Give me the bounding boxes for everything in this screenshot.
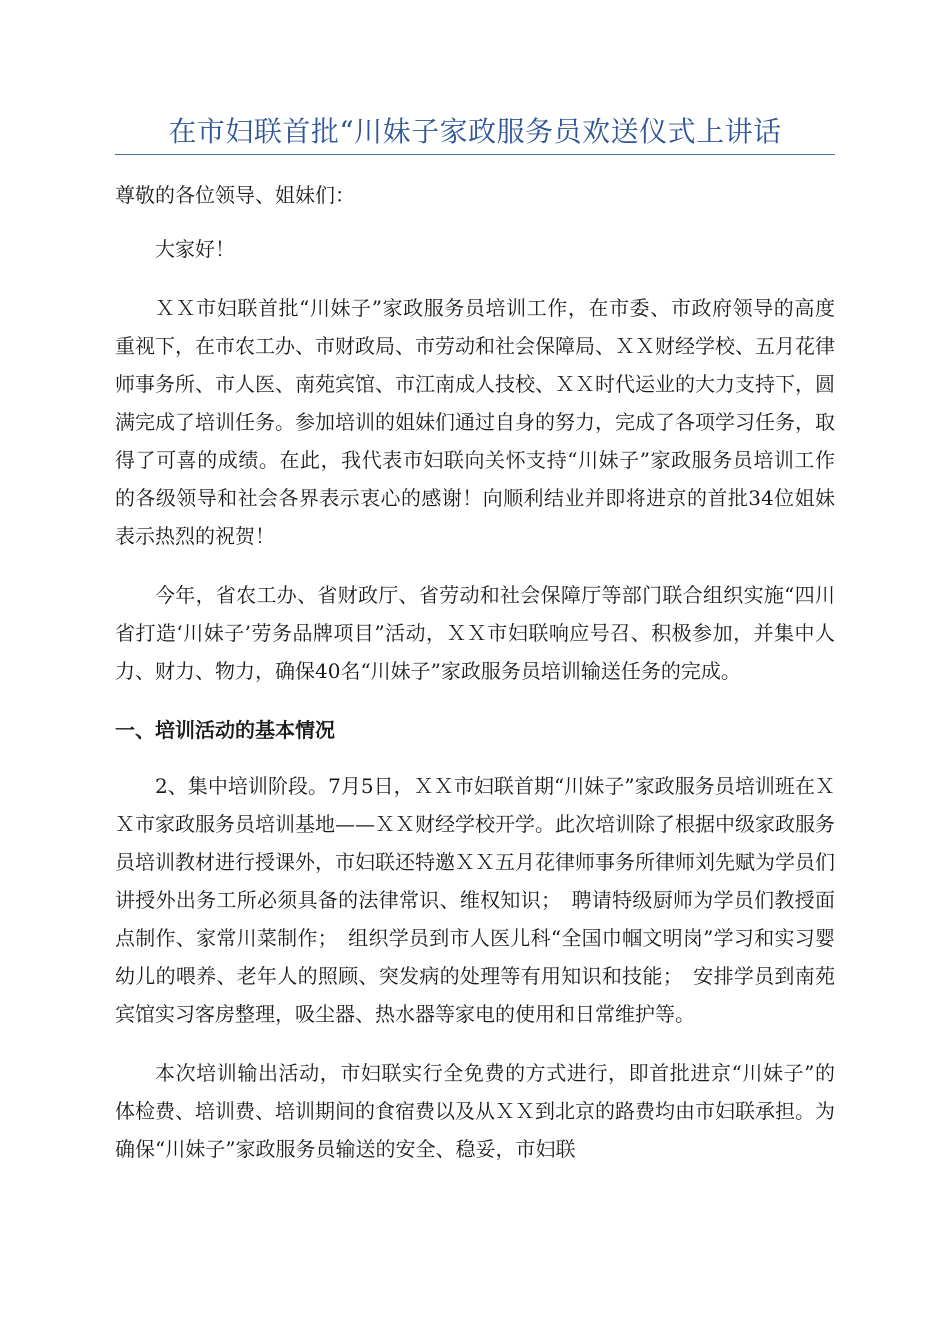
- paragraph: 今年，省农工办、省财政厅、省劳动和社会保障厅等部门联合组织实施“四川省打造‘川妹子’劳务品牌项目”活动，ＸＸ市妇联响应号召、积极参加，并集中人力、财力、物力，确保40名“川妹子”家政服务员培训输送任务的完成。: [115, 583, 835, 683]
- document-body: [115, 176, 835, 1189]
- title-underline: [115, 154, 835, 155]
- salutation: 尊敬的各位领导、姐妹们：: [115, 183, 355, 207]
- paragraph: 本次培训输出活动，市妇联实行全免费的方式进行，即首批进京“川妹子”的体检费、培训费、培训期间的食宿费以及从ＸＸ到北京的路费均由市妇联承担。为确保“川妹子”家政服务员输送的安全、稳妥，市妇联: [115, 1061, 835, 1161]
- greeting: 大家好！: [155, 237, 235, 261]
- section-heading: 一、培训活动的基本情况: [115, 718, 335, 742]
- paragraph: ＸＸ市妇联首批“川妹子”家政服务员培训工作，在市委、市政府领导的高度重视下，在市农工办、市财政局、市劳动和社会保障局、ＸＸ财经学校、五月花律师事务所、市人医、南苑宾馆、市江南成人技校、ＸＸ时代运业的大力支持下，圆满完成了培训任务。参加培训的姐妹们通过自身的努力，完成了各项学习任务，取得了可喜的成绩。在此，我代表市妇联向关怀支持“川妹子”家政服务员培训工作的各级领导和社会各界表示衷心的感谢！向顺利结业并即将进京的首批34位姐妹表示热烈的祝贺！: [115, 296, 835, 548]
- document-title: 在市妇联首批“川妹子家政服务员欢送仪式上讲话: [168, 115, 782, 148]
- paragraph: 2、集中培训阶段。7月5日，ＸＸ市妇联首期“川妹子”家政服务员培训班在ＸＸ市家政服务员培训基地——ＸＸ财经学校开学。此次培训除了根据中级家政服务员培训教材进行授课外，市妇联还特邀ＸＸ五月花律师事务所律师刘先赋为学员们讲授外出务工所必须具备的法律常识、维权知识； 聘请特级厨师为学员们教授面点制作、家常川菜制作； 组织学员到市人医儿科“全国巾帼文明岗”学习和实习婴幼儿的喂养、老年人的照顾、突发病的处理等有用知识和技能； 安排学员到南苑宾馆实习客房整理，吸尘器、热水器等家电的使用和日常维护等。: [115, 774, 835, 1026]
